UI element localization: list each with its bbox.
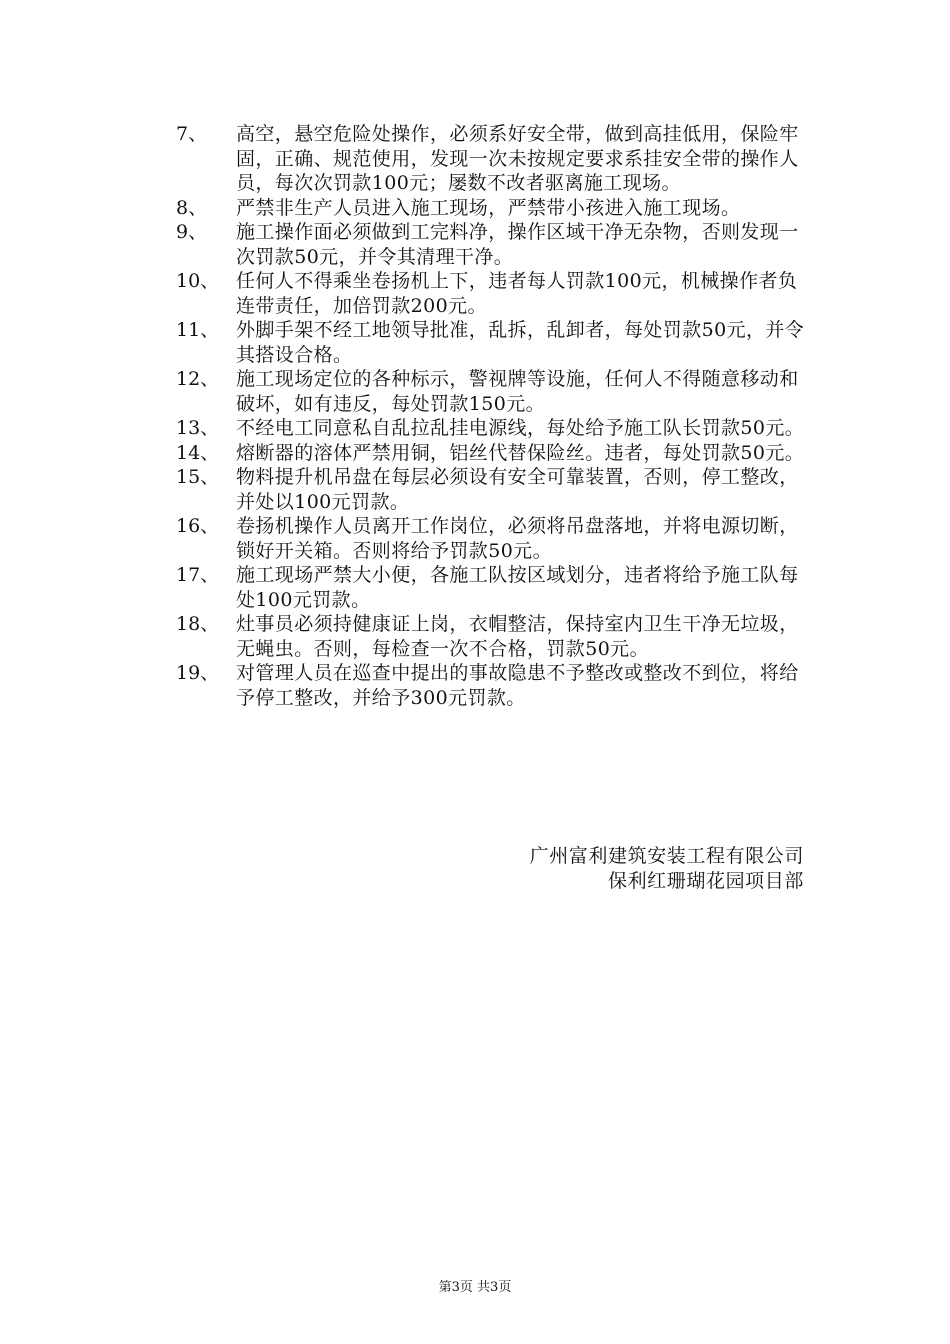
rule-text: 对管理人员在巡查中提出的事故隐患不予整改或整改不到位，将给予停工整改，并给予300元罚款。: [236, 662, 799, 709]
rules-list: [176, 122, 826, 710]
rule-number: 11、: [176, 319, 220, 341]
rule-item: [176, 122, 826, 196]
rule-item: [176, 196, 826, 221]
rule-text: 施工现场严禁大小便，各施工队按区域划分，违者将给予施工队每处100元罚款。: [236, 564, 799, 611]
rule-item: [176, 612, 826, 661]
rule-number: 7、: [176, 123, 208, 145]
rule-number: 13、: [176, 417, 220, 439]
rule-number: 16、: [176, 515, 220, 537]
rule-text: 施工操作面必须做到工完料净，操作区域干净无杂物，否则发现一次罚款50元，并令其清理干净。: [236, 221, 799, 268]
rule-text: 物料提升机吊盘在每层必须设有安全可靠装置，否则，停工整改，并处以100元罚款。: [236, 466, 799, 513]
rule-item: [176, 416, 826, 441]
rule-number: 14、: [176, 441, 220, 464]
rule-number: 10、: [176, 270, 220, 292]
rule-text: 不经电工同意私自乱拉乱挂电源线，每处给予施工队长罚款50元。: [236, 417, 805, 439]
rule-item: [176, 661, 826, 710]
rule-number: 8、: [176, 196, 208, 219]
rule-item: [176, 318, 826, 367]
rule-text: 高空，悬空危险处操作，必须系好安全带，做到高挂低用，保险牢固，正确、规范使用，发现一次未按规定要求系挂安全带的操作人员，每次次罚款100元；屡数不改者驱离施工现场。: [236, 123, 799, 194]
page-footer: 第3页 共3页: [438, 1280, 512, 1295]
rule-number: 17、: [176, 564, 220, 586]
rule-item: [176, 563, 826, 612]
rule-text: 熔断器的溶体严禁用铜，铝丝代替保险丝。违者，每处罚款50元。: [236, 441, 805, 464]
department-name: 保利红珊瑚花园项目部: [607, 870, 804, 892]
rule-item: [176, 367, 826, 416]
rule-number: 15、: [176, 466, 220, 488]
rule-text: 卷扬机操作人员离开工作岗位，必须将吊盘落地，并将电源切断，锁好开关箱。否则将给予罚款50元。: [236, 515, 799, 562]
rule-item: [176, 220, 826, 269]
company-name: 广州富利建筑安装工程有限公司: [529, 845, 804, 867]
rule-number: 9、: [176, 221, 208, 243]
rule-item: [176, 269, 826, 318]
rule-number: 19、: [176, 662, 220, 684]
rule-item: [176, 441, 826, 466]
rule-number: 18、: [176, 613, 220, 635]
rule-text: 任何人不得乘坐卷扬机上下，违者每人罚款100元，机械操作者负连带责任，加倍罚款200元。: [236, 270, 798, 317]
rule-item: [176, 465, 826, 514]
rule-text: 严禁非生产人员进入施工现场，严禁带小孩进入施工现场。: [236, 196, 741, 219]
rule-text: 施工现场定位的各种标示，警视牌等设施，任何人不得随意移动和破坏，如有违反，每处罚款150元。: [236, 368, 799, 415]
rule-text: 外脚手架不经工地领导批准，乱拆，乱卸者，每处罚款50元，并令其搭设合格。: [236, 319, 805, 366]
rule-number: 12、: [176, 368, 220, 390]
rule-text: 灶事员必须持健康证上岗，衣帽整洁，保持室内卫生干净无垃圾，无蝇虫。否则，每检查一次不合格，罚款50元。: [236, 613, 799, 660]
signature-block: [530, 844, 804, 894]
rule-item: [176, 514, 826, 563]
